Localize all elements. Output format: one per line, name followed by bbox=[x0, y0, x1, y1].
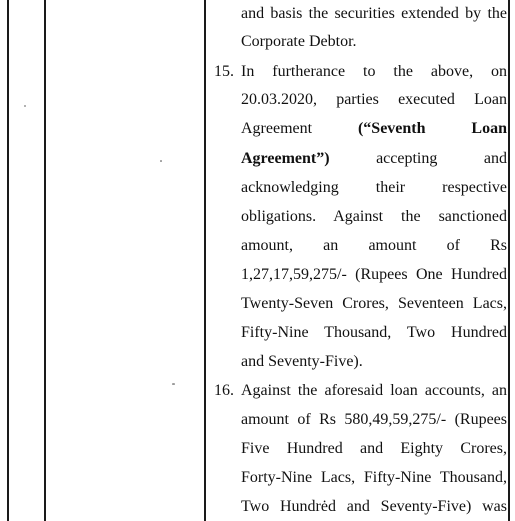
table-border-left bbox=[7, 0, 9, 521]
paragraph-cell bbox=[205, 0, 507, 521]
paragraph-line: amount, an amount of Rs bbox=[241, 237, 507, 254]
paragraph-line: Five Hundred and Eighty Crores, bbox=[241, 440, 507, 457]
paragraph-line: Against the aforesaid loan accounts, an bbox=[241, 382, 507, 399]
bold-text-run: Agreement”) bbox=[241, 150, 330, 167]
paragraph-line: 1,27,17,59,275/- (Rupees One Hundred bbox=[241, 266, 507, 283]
text-run: Agreement bbox=[241, 120, 313, 137]
bold-text-run: (“Seventh bbox=[357, 120, 426, 137]
paragraph-line: In furtherance to the above, on bbox=[241, 63, 507, 80]
scan-speck bbox=[24, 105, 26, 107]
scan-speck bbox=[172, 383, 175, 385]
paragraph-number-15: 15. bbox=[214, 63, 234, 80]
paragraph-line: amount of Rs 580,49,59,275/- (Rupees bbox=[241, 411, 507, 428]
table-column-divider-1 bbox=[44, 0, 46, 521]
paragraph-line: Corporate Debtor. bbox=[241, 33, 357, 50]
paragraph-line bbox=[241, 115, 507, 143]
paragraph-line: and basis the securities extended by the bbox=[241, 5, 507, 22]
paragraph-line: obligations. Against the sanctioned bbox=[241, 208, 507, 225]
paragraph-line: Forty-Nine Lacs, Fifty-Nine Thousand, bbox=[241, 469, 507, 486]
paragraph-line: acknowledging their respective bbox=[241, 179, 507, 196]
paragraph-line: and Seventy-Five). bbox=[241, 353, 363, 370]
scan-speck bbox=[160, 160, 162, 162]
paragraph-line bbox=[241, 145, 507, 173]
bold-text-run: Loan bbox=[471, 120, 507, 137]
table-border-right bbox=[508, 0, 510, 521]
paragraph-line: 20.03.2020, parties executed Loan bbox=[241, 91, 507, 108]
paragraph-number-16: 16. bbox=[214, 382, 234, 399]
paragraph-line: Fifty-Nine Thousand, Two Hundred bbox=[241, 324, 507, 341]
text-run: accepting bbox=[376, 150, 438, 167]
text-run: and bbox=[483, 150, 507, 167]
paragraph-line: Twenty-Seven Crores, Seventeen Lacs, bbox=[241, 295, 507, 312]
paragraph-line: Two Hundrėd and Seventy-Five) was bbox=[241, 498, 507, 515]
